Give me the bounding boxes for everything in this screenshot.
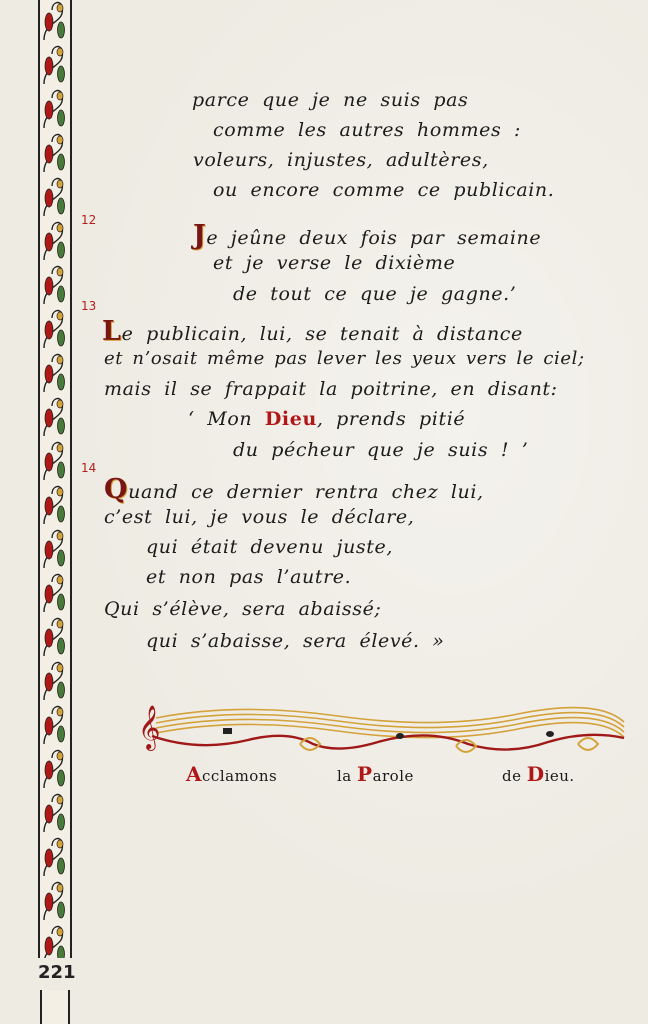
text-line (104, 474, 484, 505)
decorative-border (38, 0, 72, 958)
text-line: Qui s’élève, sera abaissé; (104, 598, 382, 620)
text-line: et je verse le dixième (213, 252, 456, 274)
text-span: , prends pitié (316, 408, 466, 430)
rubric-initial: P (357, 762, 373, 786)
text-line: mais il se frappait la poitrine, en disant: (104, 378, 558, 400)
text-span: e jeûne deux fois par semaine (206, 227, 542, 249)
music-staff-ornament-icon (138, 700, 626, 756)
text-line: parce que je ne suis pas (192, 89, 469, 111)
bleed-through-text (100, 80, 105, 100)
text-line: du pécheur que je suis ! ’ (233, 439, 529, 461)
text-span: e publicain, lui, se tenait à distance (121, 323, 523, 345)
text-line: comme les autres hommes : (213, 119, 521, 141)
text-line: qui s’abaisse, sera élevé. » (146, 630, 445, 652)
border-motif (44, 443, 65, 480)
text-line: qui était devenu juste, (146, 536, 393, 558)
text-line: voleurs, injustes, adultères, (193, 149, 489, 171)
page-number: 221 (38, 962, 76, 983)
border-motif (44, 839, 65, 876)
border-motif (44, 795, 65, 832)
border-motif (44, 575, 65, 612)
text-line: ou encore comme ce publicain. (213, 179, 555, 201)
text-span: arole (372, 767, 414, 785)
text-line: de tout ce que je gagne.’ (233, 283, 517, 305)
text-line (102, 316, 523, 347)
border-motif (44, 619, 65, 656)
verse-number: 12 (81, 213, 97, 227)
text-span: ‘ Mon (188, 408, 265, 430)
text-line: et non pas l’autre. (146, 566, 352, 588)
drop-cap-letter: L (102, 316, 122, 347)
acclamation-word (502, 762, 575, 786)
drop-cap-letter: J (193, 220, 207, 251)
text-span: cclamons (202, 767, 278, 785)
verse-number: 13 (81, 299, 97, 313)
border-motif (44, 311, 65, 348)
border-motif (44, 663, 65, 700)
border-motif (44, 707, 65, 744)
svg-text:𝄞: 𝄞 (138, 705, 161, 749)
text-span: de (502, 767, 527, 785)
rubric-initial: D (526, 762, 545, 786)
border-motif (44, 3, 65, 40)
text-span: uand ce dernier rentra chez lui, (128, 481, 484, 503)
border-motif (44, 883, 65, 920)
border-motif (44, 355, 65, 392)
border-motif (44, 487, 65, 524)
border-motif (44, 267, 65, 304)
text-line: et n’osait même pas lever les yeux vers le ciel; (104, 348, 585, 369)
verse-number: 14 (81, 461, 97, 475)
text-span: la (337, 767, 358, 785)
text-line: c’est lui, je vous le déclare, (104, 506, 415, 528)
acclamation-word (186, 762, 277, 786)
text-line (188, 408, 465, 430)
border-motif (44, 135, 65, 172)
border-motif (44, 751, 65, 788)
border-motif (44, 179, 65, 216)
border-motif (44, 927, 65, 958)
rubric-initial: A (186, 762, 203, 786)
border-motif (44, 531, 65, 568)
text-line (193, 220, 541, 251)
acclamation-word (337, 762, 414, 786)
decorative-border-stub (40, 990, 70, 1024)
border-ornament-icon (40, 0, 70, 958)
border-motif (44, 47, 65, 84)
divine-name: Dieu (264, 408, 317, 430)
border-motif (44, 223, 65, 260)
border-motif (44, 399, 65, 436)
text-span: ieu. (544, 767, 575, 785)
drop-cap-letter: Q (104, 474, 129, 505)
border-motif (44, 91, 65, 128)
